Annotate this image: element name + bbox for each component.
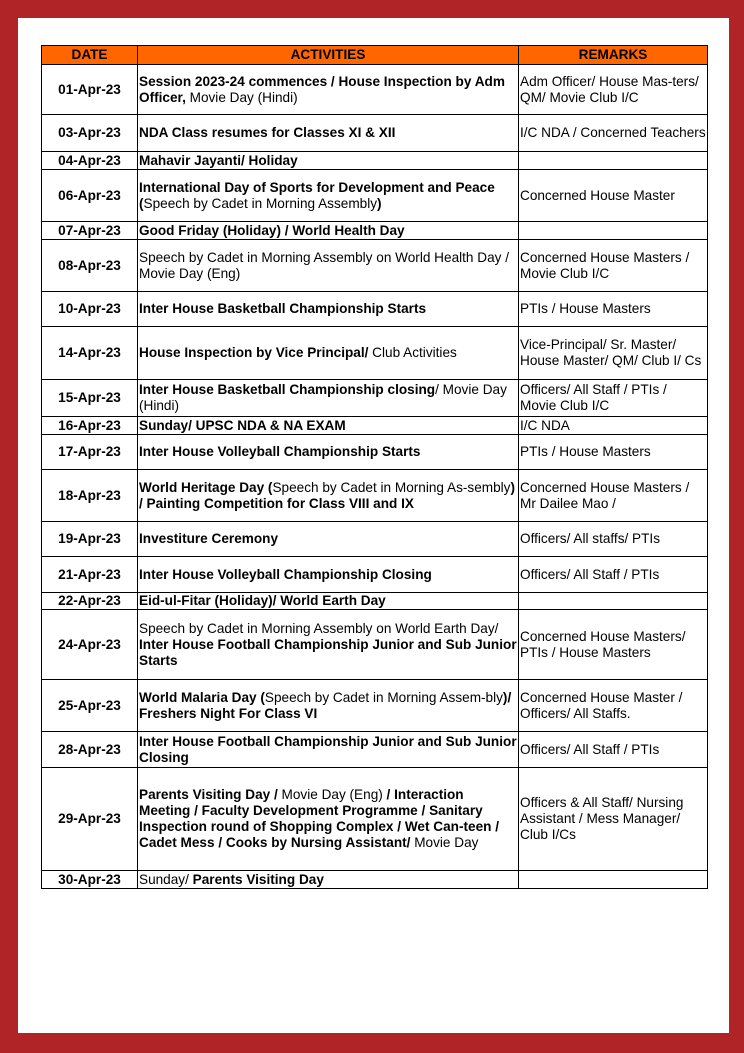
activity-text: Club Activities — [368, 345, 457, 360]
row-remarks: Vice-Principal/ Sr. Master/ House Master/ QM/ Club I/ Cs — [519, 327, 708, 380]
activity-text: Inter House Basketball Championship Starts — [139, 301, 427, 316]
row-remarks: I/C NDA / Concerned Teachers — [519, 115, 708, 152]
row-remarks — [519, 593, 708, 610]
row-activity — [138, 240, 519, 292]
row-activity — [138, 327, 519, 380]
row-remarks — [519, 871, 708, 889]
activity-text: Inter House Basketball Championship closing — [139, 382, 436, 397]
row-activity — [138, 732, 519, 768]
activity-text: Inter House Football Championship Junior and Sub Junior Closing — [139, 733, 517, 765]
table-row — [42, 115, 708, 152]
row-remarks: Concerned House Master / Officers/ All Staffs. — [519, 680, 708, 732]
activity-text: Speech by Cadet in Morning As-sembly — [272, 479, 511, 495]
row-remarks — [519, 222, 708, 240]
activity-text: ) / Painting Competition for Class VIII and IX — [139, 479, 515, 511]
row-remarks: Concerned House Masters / Mr Dailee Mao / — [519, 470, 708, 522]
activity-text: Good Friday (Holiday) / World Health Day — [139, 222, 405, 238]
activity-text: Session 2023-24 commences / House Inspection by Adm Officer, — [139, 73, 505, 105]
table-body — [42, 65, 708, 889]
table-header-row — [42, 46, 708, 65]
row-date: 06-Apr-23 — [42, 170, 138, 222]
row-remarks: Concerned House Masters/ PTIs / House Masters — [519, 610, 708, 680]
header-date: DATE — [42, 46, 138, 65]
row-remarks: Concerned House Master — [519, 170, 708, 222]
activity-text: Sunday/ — [139, 871, 193, 887]
row-date: 18-Apr-23 — [42, 470, 138, 522]
activity-text: Inter House Volleyball Championship Closing — [139, 566, 432, 582]
row-remarks: PTIs / House Masters — [519, 435, 708, 470]
row-date: 29-Apr-23 — [42, 768, 138, 871]
row-remarks: PTIs / House Masters — [519, 292, 708, 327]
row-date: 04-Apr-23 — [42, 152, 138, 170]
activity-calendar-table — [41, 45, 708, 889]
table-row — [42, 470, 708, 522]
row-date: 21-Apr-23 — [42, 557, 138, 593]
activity-text: Speech by Cadet in Morning Assembly on World Health Day / Movie Day (Eng) — [139, 249, 509, 281]
activity-text: Parents Visiting Day — [192, 871, 324, 887]
row-activity — [138, 593, 519, 610]
table-row — [42, 152, 708, 170]
table-row — [42, 768, 708, 871]
activity-text: House Inspection by Vice Principal/ — [139, 345, 369, 360]
table-row — [42, 871, 708, 889]
activity-text: Parents Visiting Day / — [139, 787, 282, 802]
activity-text: Speech by Cadet in Morning Assembly — [143, 195, 378, 211]
row-remarks: Adm Officer/ House Mas-ters/ QM/ Movie Club I/C — [519, 65, 708, 115]
row-remarks: I/C NDA — [519, 417, 708, 435]
row-date: 03-Apr-23 — [42, 115, 138, 152]
row-date: 25-Apr-23 — [42, 680, 138, 732]
table-row — [42, 593, 708, 610]
activity-text: NDA Class resumes for Classes XI & XII — [139, 125, 396, 140]
table-row — [42, 557, 708, 593]
document-page — [18, 18, 729, 1033]
table-row — [42, 327, 708, 380]
activity-text: )/ Freshers Night For Class VI — [139, 689, 512, 721]
row-activity — [138, 115, 519, 152]
activity-text: Inter House Volleyball Championship Starts — [139, 444, 421, 459]
row-remarks: Concerned House Masters / Movie Club I/C — [519, 240, 708, 292]
row-activity — [138, 170, 519, 222]
header-activities: ACTIVITIES — [138, 46, 519, 65]
row-remarks: Officers/ All Staff / PTIs — [519, 732, 708, 768]
row-date: 01-Apr-23 — [42, 65, 138, 115]
activity-text: International Day of Sports for Development and Peace ( — [139, 179, 495, 211]
table-row — [42, 65, 708, 115]
activity-text: Movie Day (Hindi) — [185, 89, 298, 105]
row-remarks — [519, 152, 708, 170]
row-date: 30-Apr-23 — [42, 871, 138, 889]
row-date: 16-Apr-23 — [42, 417, 138, 435]
table-row — [42, 222, 708, 240]
activity-text: Eid-ul-Fitar (Holiday)/ World Earth Day — [139, 593, 386, 608]
row-activity — [138, 871, 519, 889]
table-row — [42, 732, 708, 768]
row-date: 28-Apr-23 — [42, 732, 138, 768]
row-activity — [138, 222, 519, 240]
row-activity — [138, 557, 519, 593]
activity-text: Inter House Football Championship Junior and Sub Junior Starts — [139, 636, 517, 668]
activity-text: Speech by Cadet in Morning Assembly on World Earth Day/ — [139, 620, 499, 636]
row-remarks: Officers/ All Staff / PTIs / Movie Club I/C — [519, 380, 708, 417]
activity-text: Investiture Ceremony — [139, 531, 279, 546]
header-remarks: REMARKS — [519, 46, 708, 65]
activity-text: Sunday/ UPSC NDA & NA EXAM — [139, 417, 346, 433]
row-activity — [138, 65, 519, 115]
table-row — [42, 610, 708, 680]
activity-text: / Interaction Meeting / Faculty Development Programme / Sanitary Inspection round of Shopping Complex / Wet Can-teen / Cadet Mess / Cooks by Nursing Assistant/ — [139, 787, 499, 850]
row-activity — [138, 435, 519, 470]
table-row — [42, 680, 708, 732]
row-date: 08-Apr-23 — [42, 240, 138, 292]
row-date: 07-Apr-23 — [42, 222, 138, 240]
row-activity — [138, 470, 519, 522]
row-date: 10-Apr-23 — [42, 292, 138, 327]
row-activity — [138, 292, 519, 327]
row-date: 22-Apr-23 — [42, 593, 138, 610]
table-row — [42, 240, 708, 292]
row-remarks: Officers/ All staffs/ PTIs — [519, 522, 708, 557]
activity-text: Movie Day — [414, 835, 479, 850]
table-row — [42, 435, 708, 470]
activity-text: Speech by Cadet in Morning Assem-bly — [264, 689, 503, 705]
activity-text: World Malaria Day ( — [139, 689, 265, 705]
row-date: 15-Apr-23 — [42, 380, 138, 417]
row-activity — [138, 380, 519, 417]
activity-text: World Heritage Day ( — [139, 479, 273, 495]
row-activity — [138, 680, 519, 732]
row-remarks: Officers & All Staff/ Nursing Assistant / Mess Manager/ Club I/Cs — [519, 768, 708, 871]
activity-text: Movie Day (Eng) — [281, 787, 383, 802]
row-activity — [138, 768, 519, 871]
row-activity — [138, 522, 519, 557]
row-remarks: Officers/ All Staff / PTIs — [519, 557, 708, 593]
activity-text: ) — [377, 195, 382, 211]
table-row — [42, 292, 708, 327]
table-row — [42, 380, 708, 417]
activity-text: Mahavir Jayanti/ Holiday — [139, 152, 298, 168]
row-date: 24-Apr-23 — [42, 610, 138, 680]
table-row — [42, 522, 708, 557]
row-activity — [138, 152, 519, 170]
row-date: 19-Apr-23 — [42, 522, 138, 557]
row-activity — [138, 610, 519, 680]
activity-text: / Movie Day (Hindi) — [139, 382, 507, 413]
row-activity — [138, 417, 519, 435]
table-row — [42, 417, 708, 435]
row-date: 14-Apr-23 — [42, 327, 138, 380]
table-row — [42, 170, 708, 222]
row-date: 17-Apr-23 — [42, 435, 138, 470]
